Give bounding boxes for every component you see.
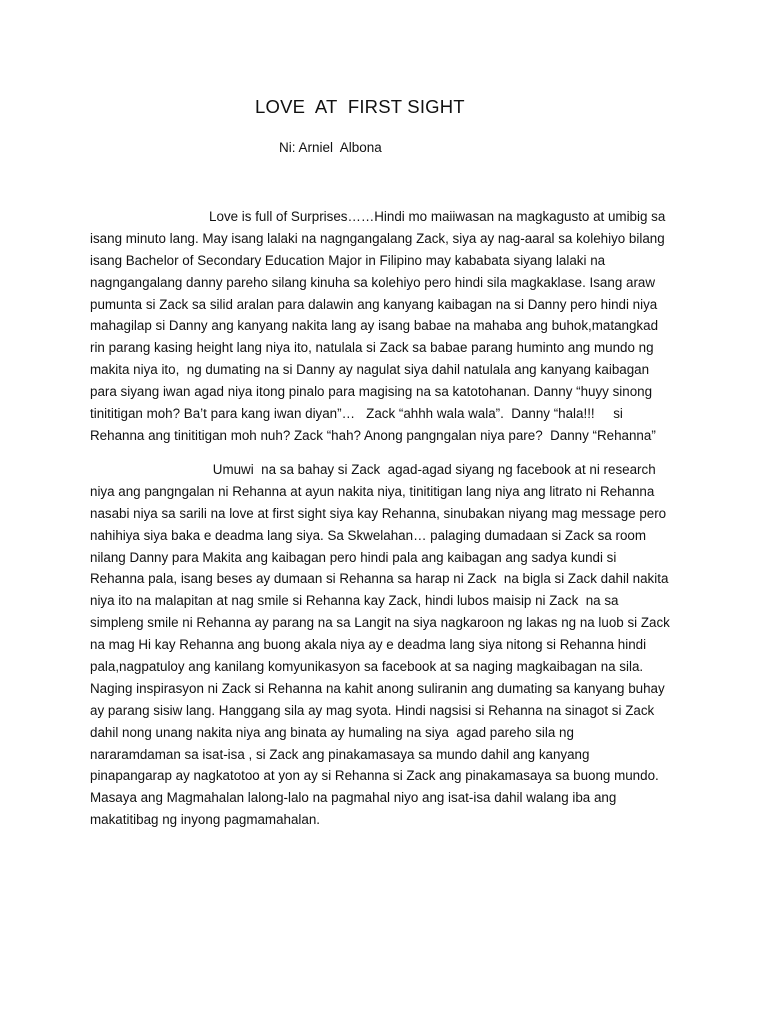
paragraph-line: pala,nagpatuloy ang kanilang komyunikasyon sa facebook at sa naging magkaibagan na sila. <box>90 659 644 675</box>
paragraph-line: Umuwi na sa bahay si Zack agad-agad siyang ng facebook at ni research <box>90 462 656 477</box>
document-title: LOVE AT FIRST SIGHT <box>255 96 465 117</box>
paragraph-line: makita niya ito, ng dumating na si Danny ay nagulat siya dahil natulala ang kanyang kaibagan <box>90 362 650 378</box>
paragraph-1 <box>90 206 680 447</box>
paragraph-line: Rehanna ang tinititigan moh nuh? Zack “hah? Anong pangngalan niya pare? Danny “Rehanna” <box>90 427 656 443</box>
paragraph-line: simpleng smile ni Rehanna ay parang na sa Langit na siya nagkaroon ng lakas ng na luob si Zack <box>90 615 670 631</box>
paragraph-line: Rehanna pala, isang beses ay dumaan si Rehanna sa harap ni Zack na bigla si Zack dahil nakita <box>90 571 669 587</box>
paragraph-line: isang Bachelor of Secondary Education Major in Filipino may kababata siyang lalaki na <box>90 252 606 268</box>
paragraph-line: makatitibag ng inyong pagmamahalan. <box>90 812 321 828</box>
paragraph-line: pinapangarap ay nagkatotoo at yon ay si Rehanna si Zack ang pinakamasaya sa buong mundo. <box>90 768 659 784</box>
paragraph-line: nararamdaman sa isat-isa , si Zack ang pinakamasaya sa mundo dahil ang kanyang <box>90 746 590 762</box>
paragraph-line: nilang Danny para Makita ang kaibagan pero hindi pala ang kaibagan ang sadya kundi si <box>90 549 617 565</box>
paragraph-line: niya ang pangngalan ni Rehanna at ayun nakita niya, tinititigan lang niya ang litrato ni Rehanna <box>90 483 655 499</box>
paragraph-line: Naging inspirasyon ni Zack si Rehanna na kahit anong suliranin ang dumating sa kanyang buhay <box>90 680 665 696</box>
paragraph-line: tinititigan moh? Ba’t para kang iwan diyan”… Zack “ahhh wala wala”. Danny “hala!!! si <box>90 406 623 422</box>
paragraph-2 <box>90 459 680 831</box>
paragraph-line: dahil nong unang nakita niya ang binata ay humaling na siya agad pareho sila ng <box>90 724 574 740</box>
paragraph-line: niya ito na malapitan at nag smile si Rehanna kay Zack, hindi lubos maisip ni Zack na sa <box>90 593 619 609</box>
paragraph-line: nahihiya siya baka e deadma lang siya. Sa Skwelahan… palaging dumadaan si Zack sa room <box>90 527 647 543</box>
document-author: Ni: Arniel Albona <box>279 140 382 155</box>
paragraph-line: Masaya ang Magmahalan lalong-lalo na pagmahal niyo ang isat-isa dahil walang iba ang <box>90 790 617 806</box>
paragraph-line: pumunta si Zack sa silid aralan para dalawin ang kanyang kaibagan na si Danny pero hindi niya <box>90 296 658 312</box>
paragraph-line: para siyang iwan agad niya itong pinalo para magising na sa katotohanan. Danny “huyy sinong <box>90 384 653 400</box>
paragraph-line: na mag Hi kay Rehanna ang buong akala niya ay e deadma lang siya nitong si Rehanna hindi <box>90 637 647 653</box>
paragraph-line: nasabi niya sa sarili na love at first sight siya kay Rehanna, sinubakan niyang mag message pero <box>90 505 667 521</box>
paragraph-line: Love is full of Surprises……Hindi mo maiiwasan na magkagusto at umibig sa <box>90 209 666 224</box>
paragraph-line: nagngangalang danny pareho silang kinuha sa kolehiyo pero hindi sila magkaklase. Isang araw <box>90 274 656 290</box>
paragraph-line: rin parang kasing height lang niya ito, natulala si Zack sa babae parang huminto ang mundo ng <box>90 340 654 356</box>
paragraph-line: isang minuto lang. May isang lalaki na nagngangalang Zack, siya ay nag-aaral sa kolehiyo bilang <box>90 230 665 246</box>
paragraph-line: mahagilap si Danny ang kanyang nakita lang ay isang babae na mahaba ang buhok,matangkad <box>90 318 659 334</box>
paragraph-line: ay parang sisiw lang. Hanggang sila ay mag syota. Hindi nagsisi si Rehanna na sinagot si Zack <box>90 702 655 718</box>
